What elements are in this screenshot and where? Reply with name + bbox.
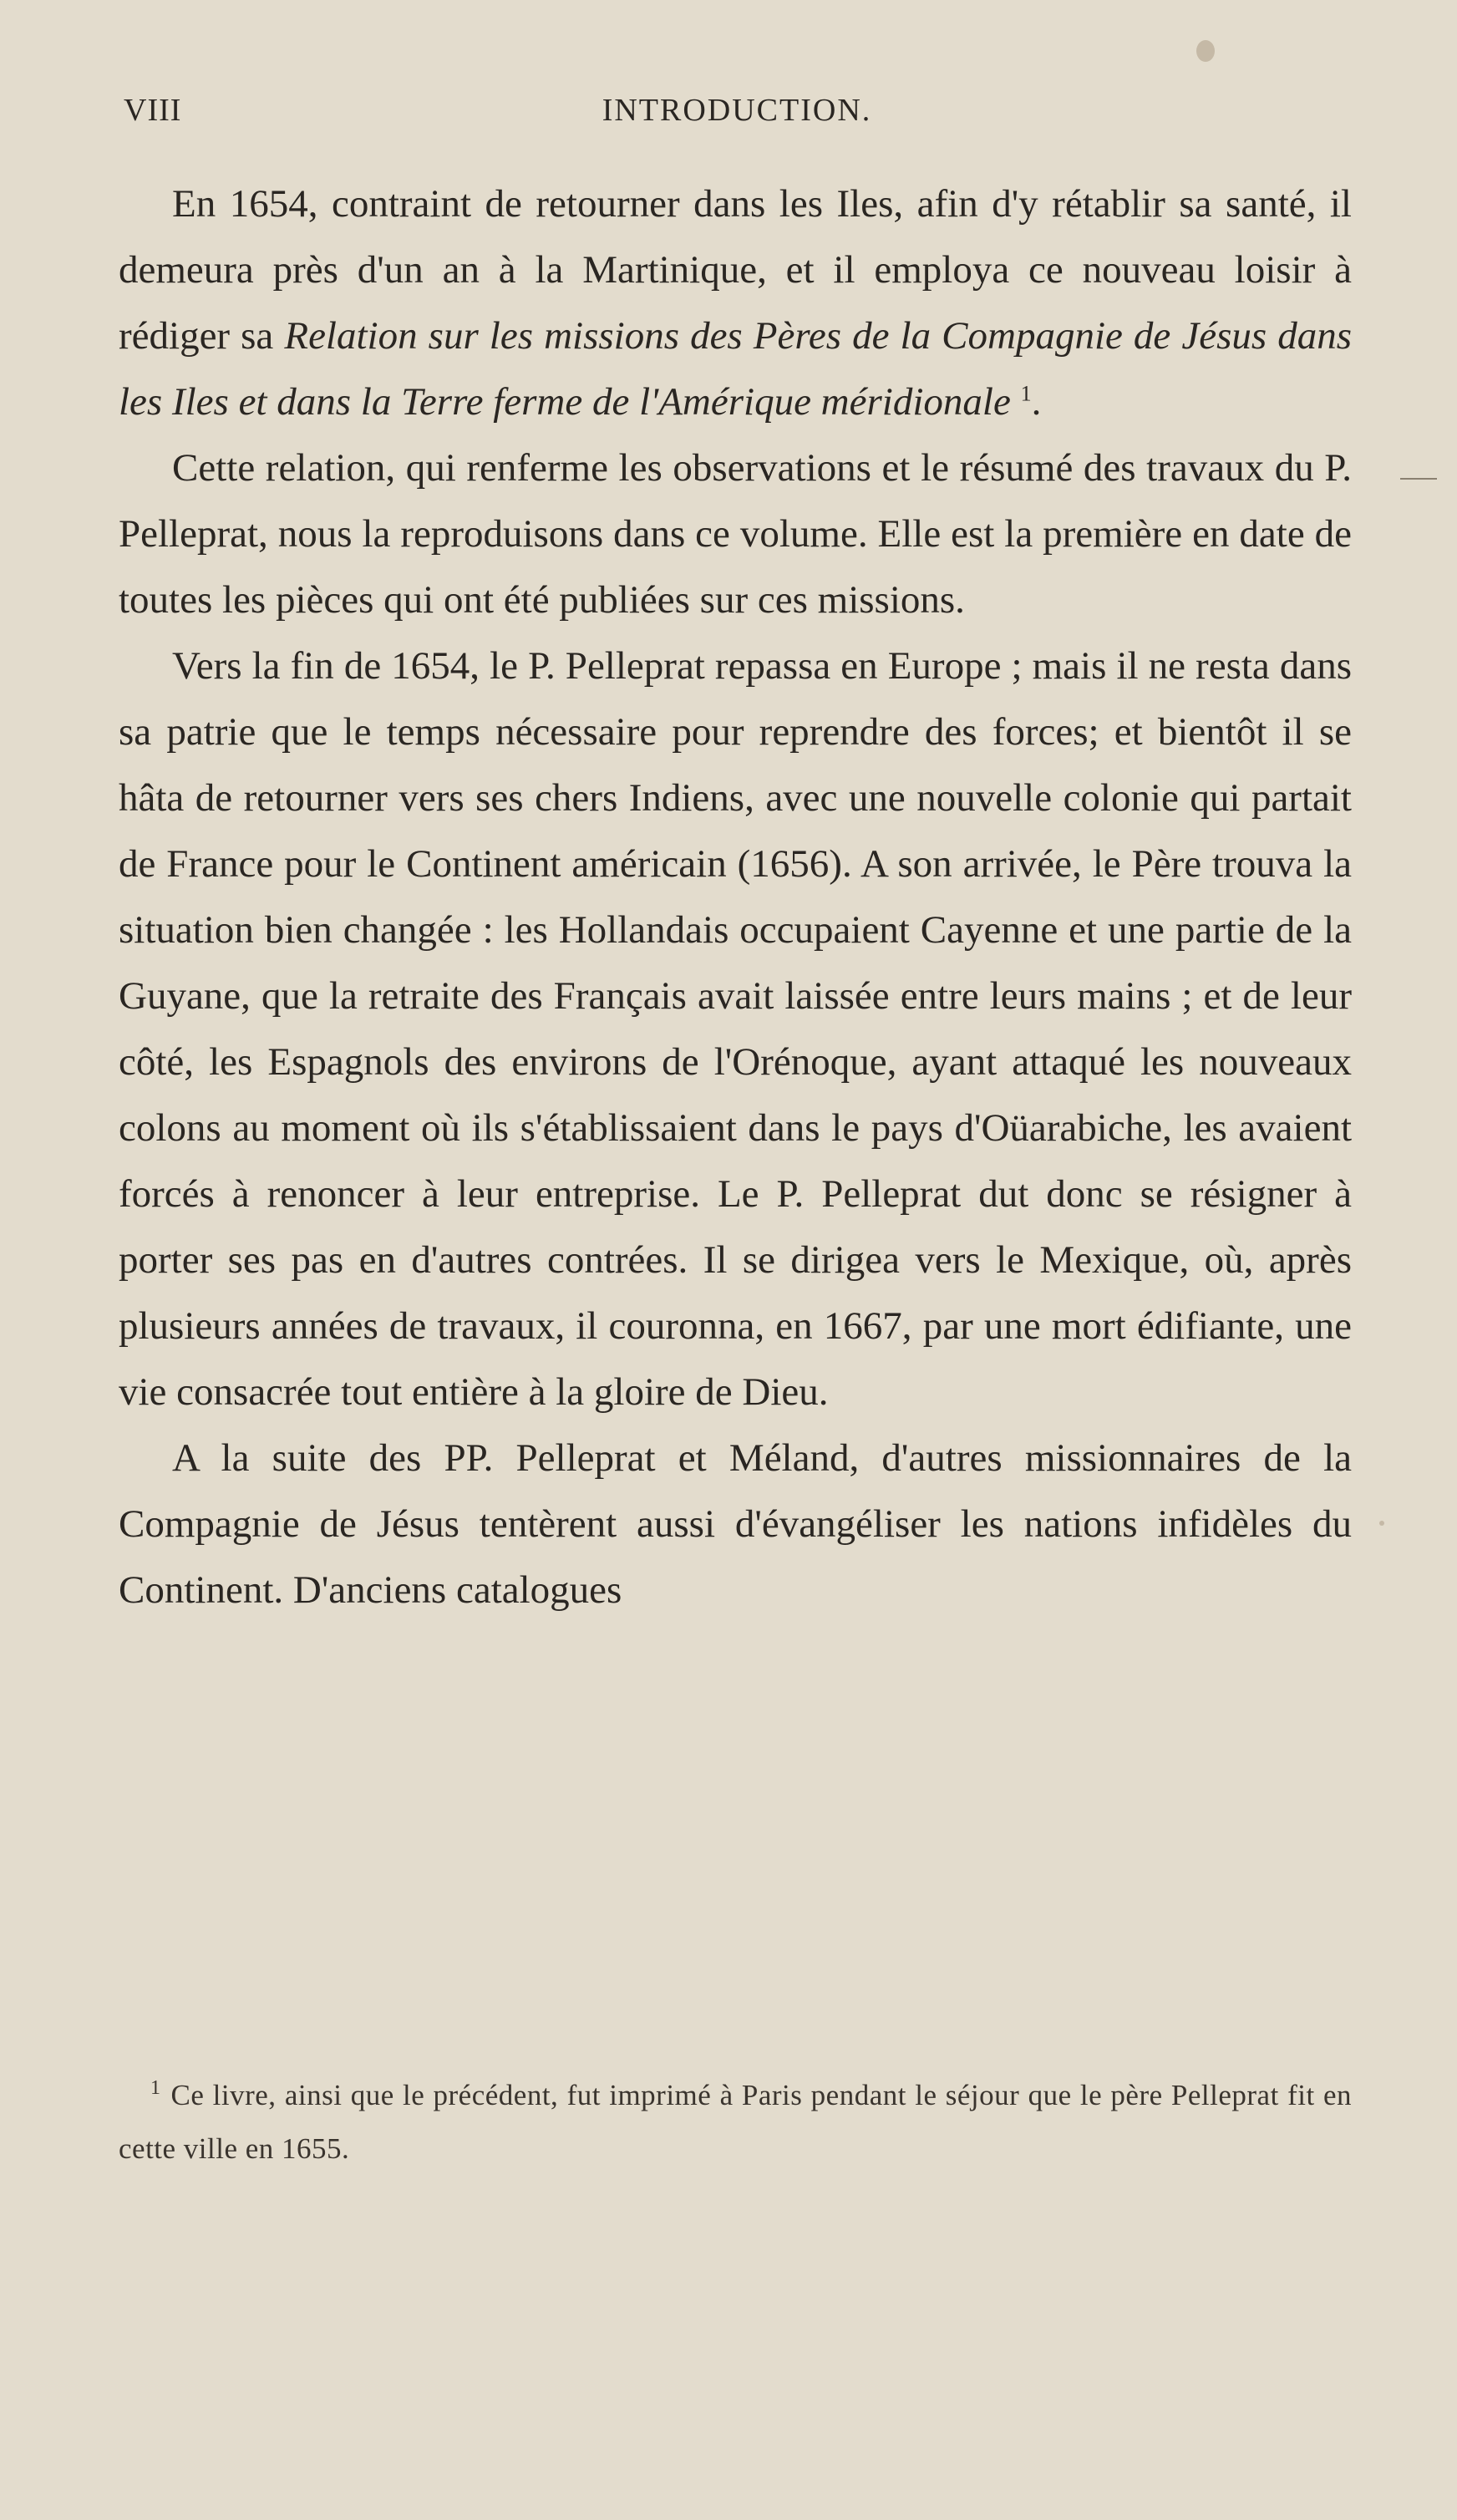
- paragraph-1: [119, 171, 1352, 435]
- main-text: [119, 171, 1352, 1623]
- footnote-mark: 1: [150, 2077, 161, 2100]
- foxing-spot: [1379, 1521, 1384, 1526]
- paragraph-2: Cette relation, qui renferme les observations et le résumé des travaux du P. Pelleprat, nous la reproduisons dans ce volume. Elle est la première en date de toutes les pièces qui ont été publiées sur ces missions.: [119, 446, 1352, 622]
- foxing-spot: [1196, 40, 1215, 62]
- footnote-text: Ce livre, ainsi que le précédent, fut imprimé à Paris pendant le séjour que le père Pelleprat fit en cette ville en 1655.: [119, 2079, 1352, 2165]
- paragraph-1-end: .: [1031, 380, 1042, 424]
- page-number: VIII: [124, 93, 182, 128]
- relation-title: Relation sur les missions des Pères de la Compagnie de Jésus dans les Iles et dans la Terre ferme de l'Amérique méridionale: [119, 314, 1353, 424]
- paragraph-1-text: En 1654, contraint de retourner dans les Iles, afin d'y rétablir sa santé, il demeura près d'un an à la Martinique, et il employa ce nouveau loisir à rédiger sa: [119, 182, 1352, 358]
- footnote: [119, 2069, 1352, 2176]
- paragraph-4: A la suite des PP. Pelleprat et Méland, d'autres missionnaires de la Compagnie de Jésus tentèrent aussi d'évangéliser les nations infidèles du Continent. D'anciens catalogues: [119, 1436, 1352, 1612]
- footnote-reference: 1: [1020, 381, 1032, 406]
- paragraph-3: Vers la fin de 1654, le P. Pelleprat repassa en Europe ; mais il ne resta dans sa patrie que le temps nécessaire pour reprendre des forces; et bientôt il se hâta de retourner vers ses chers Indiens, avec une nouvelle colonie qui partait de France pour le Continent américain (1656). A son arrivée, le Père trouva la situation bien changée : les Hollandais occupaient Cayenne et une partie de la Guyane, que la retraite des Français avait laissée entre leurs mains ; et de leur côté, les Espagnols des environs de l'Orénoque, ayant attaqué les nouveaux colons au moment où ils s'établissaient dans le pays d'Oüarabiche, les avaient forcés à renoncer à leur entreprise. Le P. Pelleprat dut donc se résigner à porter ses pas en d'autres contrées. Il se dirigea vers le Mexique, où, après plusieurs années de travaux, il couronna, en 1667, par une mort édifiante, une vie consacrée tout entière à la gloire de Dieu.: [119, 644, 1352, 1414]
- running-title: INTRODUCTION.: [602, 93, 872, 128]
- page-header: [124, 92, 1350, 142]
- margin-rule: [1400, 478, 1437, 480]
